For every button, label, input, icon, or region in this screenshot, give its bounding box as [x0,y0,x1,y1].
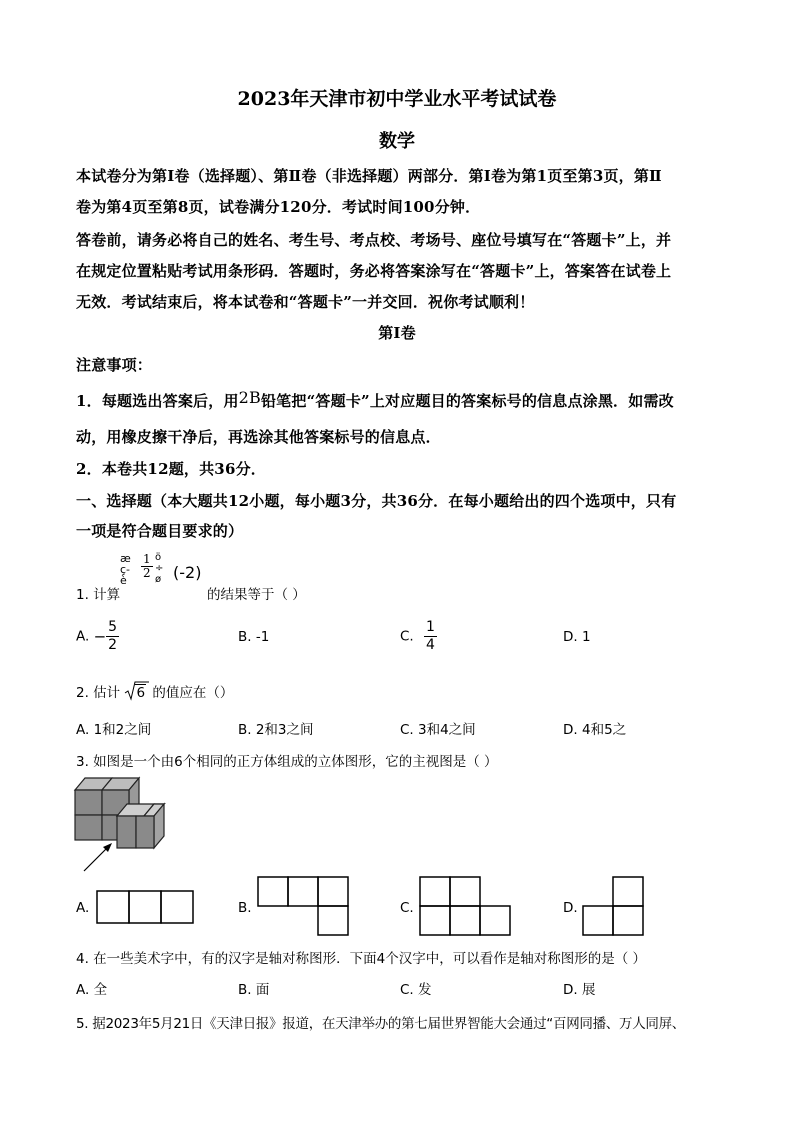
q3-option-d-figure [582,876,647,938]
q2-suffix: 的值应在（） [152,685,234,701]
q1-a-sign: − [93,627,107,646]
q1-a-label: A. [76,628,90,645]
q1-option-d: D. 1 [563,629,591,645]
q2-option-d: D. 4和5之 [563,722,627,738]
q2-option-a: A. 1和2之间 [76,722,152,738]
note-1-part-a: 1．每题选出答案后，用 [76,392,239,410]
note-1-line-1 [76,390,674,411]
q3-option-b-label: B. [238,900,252,916]
q1-suffix: 的结果等于（ ） [207,587,306,603]
q1-c-label: C. [400,628,414,645]
q3-option-a-label: A. [76,900,90,916]
q2-radicand: 6 [136,685,146,701]
note-2: 2．本卷共12题，共36分． [76,460,266,478]
q4-option-a: A. 全 [76,982,108,998]
intro-line-1: 本试卷分为第Ⅰ卷（选择题）、第Ⅱ卷（非选择题）两部分．第Ⅰ卷为第1页至第3页，第Ⅱ [76,167,662,185]
q1-neg-two: (-2) [173,563,202,582]
q2-prefix: 2. 估计 [76,685,121,701]
solid-figure-3d [72,774,192,874]
q1-garbled-bot: è [120,574,127,587]
q1-garbled-top: æ [120,552,131,565]
q1-garbled-mid: ç- [120,563,131,576]
q1-prefix: 1. 计算 [76,587,121,603]
pencil-type: 2B [238,388,261,407]
q1-garbled-right [155,552,163,585]
q1-a-num: 5 [108,619,118,635]
q4-option-c: C. 发 [400,982,432,998]
q1-garbled-o1: ö [155,552,162,563]
intro-line-4: 在规定位置粘贴考试用条形码．答题时，务必将答案涂写在“答题卡”上，答案答在试卷上 [76,262,672,280]
subject-title: 数学 [379,131,415,152]
q3-question: 3. 如图是一个由6个相同的正方体组成的立体图形，它的主视图是（ ） [76,754,498,770]
note-1-part-b: 铅笔把“答题卡”上对应题目的答案标号的信息点涂黑．如需改 [260,392,674,410]
section-title: 第Ⅰ卷 [378,324,416,342]
q4-question: 4. 在一些美术字中，有的汉字是轴对称图形．下面4个汉字中，可以看作是轴对称图形的是（ ） [76,951,647,967]
q1-half-den: 2 [143,566,151,580]
q1-garbled-o2: ø [155,574,162,585]
q3-option-b-figure [257,876,352,938]
q4-option-d: D. 展 [563,982,596,998]
part1-line-1: 一、选择题（本大题共12小题，每小题3分，共36分．在每小题给出的四个选项中，只有 [76,492,677,510]
intro-line-3: 答卷前，请务必将自己的姓名、考生号、考点校、考场号、座位号填写在“答题卡”上，并 [76,231,672,249]
q1-half-fraction [141,553,153,580]
radical-sign-icon [125,682,137,702]
intro-line-5: 无效．考试结束后，将本试卷和“答题卡”一并交回．祝你考试顺利！ [76,293,535,311]
part1-line-2: 一项是符合题目要求的） [76,522,244,540]
q1-garbled-div: ÷ [155,563,164,574]
intro-line-2: 卷为第4页至第8页，试卷满分120分．考试时间100分钟． [76,198,481,216]
q3-option-c-label: C. [400,900,414,916]
q2-option-c: C. 3和4之间 [400,722,476,738]
q1-half-num: 1 [143,552,151,566]
q1-a-den: 2 [108,637,118,653]
q4-option-b: B. 面 [238,982,270,998]
q1-option-b: B. -1 [238,629,270,645]
q5-question: 5. 据2023年5月21日《天津日报》报道，在天津举办的第七届世界智能大会通过“百网同播、万人同屏、 [76,1016,685,1032]
notes-title: 注意事项： [76,356,153,374]
q1-option-c [400,619,437,654]
sqrt-six [126,685,146,701]
q2-option-b: B. 2和3之间 [238,722,314,738]
q3-option-c-figure [419,876,514,938]
q1-c-den: 4 [426,637,435,653]
q1-option-a [76,619,119,654]
exam-title: 2023年天津市初中学业水平考试试卷 [237,88,557,110]
q1-c-num: 1 [426,619,435,635]
q3-option-d-label: D. [563,900,578,916]
note-1-line-2: 动，用橡皮擦干净后，再选涂其他答案标号的信息点． [76,428,441,446]
q1-garbled-bracket [120,553,131,586]
q2-question [76,681,233,701]
q1-neg-two-value: -2 [179,563,196,582]
q3-option-a-figure [96,890,196,924]
